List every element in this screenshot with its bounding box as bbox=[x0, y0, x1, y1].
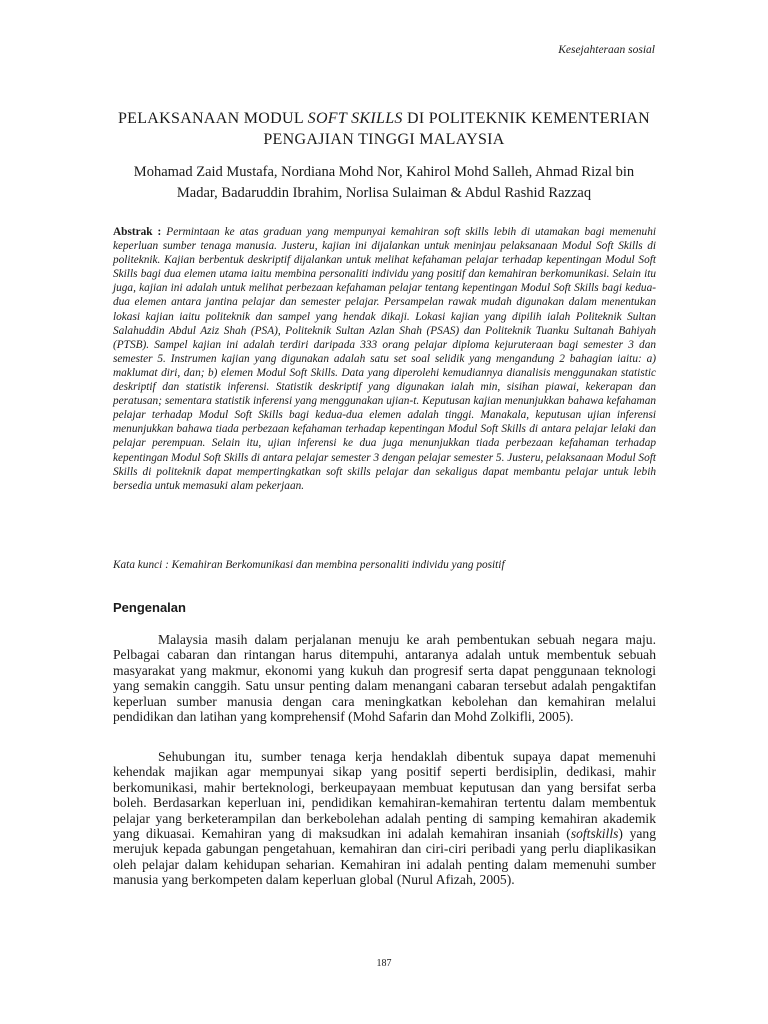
running-head: Kesejahteraan sosial bbox=[558, 44, 655, 56]
page-number: 187 bbox=[376, 958, 392, 969]
keywords: Kata kunci : Kemahiran Berkomunikasi dan membina personaliti individu yang positif bbox=[113, 559, 505, 571]
author-list bbox=[100, 162, 668, 204]
section-heading: Pengenalan bbox=[113, 600, 186, 615]
author-line-1: Mohamad Zaid Mustafa, Nordiana Mohd Nor, Kahirol Mohd Salleh, Ahmad Rizal bin bbox=[133, 164, 635, 180]
abstract-label: Abstrak : bbox=[113, 226, 162, 238]
author-line-2: Madar, Badaruddin Ibrahim, Norlisa Sulaiman & Abdul Rashid Razzaq bbox=[176, 185, 592, 201]
italic-term: softskills bbox=[570, 826, 619, 842]
body-paragraph-2: Sehubungan itu, sumber tenaga kerja hendaklah dibentuk supaya dapat memenuhi kehendak majikan agar mempunyai sikap yang positif seperti berdisiplin, dedikasi, mahir berkomunikasi, mahir berteknologi, berkeupayaan membuat keputusan dan yang bersifat serba boleh. Berdasarkan keperluan ini, pendidikan kemahiran-kemahiran tertentu dalam membentuk pelajar yang berketerampilan dan berkebolehan adalah penting di samping kemahiran akademik yang dikuasai. Kemahiran yang di maksudkan ini adalah kemahiran insaniah (softskills) yang merujuk kepada gabungan pengetahuan, kemahiran dan ciri-ciri peribadi yang perlu diaplikasikan oleh pelajar dalam kehidupan seharian. Kemahiran ini adalah penting dalam memenuhi sumber manusia yang berkompeten dalam keperluan global (Nurul Afizah, 2005). bbox=[113, 749, 656, 888]
body-paragraph-1: Malaysia masih dalam perjalanan menuju ke arah pembentukan sebuah negara maju. Pelbagai cabaran dan rintangan harus ditempuhi, antaranya adalah untuk membentuk sebuah masyarakat yang makmur, ekonomi yang kukuh dan progresif serta dapat penggunaan teknologi yang semakin canggih. Satu unsur penting dalam menangani cabaran tersebut adalah pengaktifan keperluan sumber manusia dengan cara meningkatkan kebolehan dan kemahiran melalui pendidikan dan latihan yang komprehensif (Mohd Safarin dan Mohd Zolkifli, 2005). bbox=[113, 632, 656, 725]
title-line-2: PENGAJIAN TINGGI MALAYSIA bbox=[263, 131, 505, 148]
abstract-text: Permintaan ke atas graduan yang mempunyai kemahiran soft skills lebih di utamakan bagi memenuhi keperluan sumber tenaga manusia. Justeru, kajian ini dijalankan untuk meninjau pelaksanaan Modul Soft Skills di politeknik. Kajian berbentuk deskriptif dijalankan untuk melihat kefahaman pelajar terhadap kepentingan Modul Soft Skills bagi dua elemen utama iaitu membina personaliti individu yang positif dan kemahiran berkomunikasi. Selain itu juga, kajian ini adalah untuk melihat perbezaan kefahaman pelajar tentang kepentingan Modul Soft Skills bagi kedua-dua elemen antara jantina pelajar dan semester pelajar. Persampelan rawak mudah digunakan dalam menentukan lokasi kajian iaitu politeknik dan sampel yang hendak dikaji. Lokasi kajian yang dipilih ialah Politeknik Sultan Salahuddin Abdul Aziz Shah (PSA), Politeknik Sultan Azlan Shah (PSAS) dan Politeknik Tuanku Sultanah Bahiyah (PTSB). Sampel kajian ini adalah terdiri daripada 333 orang pelajar diploma kejuruteraan bagi semester 3 dan semester 5. Instrumen kajian yang digunakan adalah satu set soal selidik yang mengandung 2 bahagian iaitu: a) maklumat diri, dan; b) elemen Modul Soft Skills. Data yang diperolehi kemudiannya dianalisis menggunakan statistic deskriptif dan statistik inferensi. Statistik deskriptif yang digunakan ialah min, sisihan piawai, kekerapan dan peratusan; sementara statistik inferensi yang menggunakan ujian-t. Keputusan kajian menunjukkan bahawa kefahaman pelajar terhadap Modul Soft Skills bagi kedua-dua elemen adalah tinggi. Manakala, keputusan ujian inferensi menunjukkan bahawa tiada perbezaan kefahaman terhadap kepentingan Modul Soft Skills di antara pelajar lelaki dan pelajar perempuan. Selain itu, ujian inferensi ke dua juga menunjukkan tiada perbezaan kefahaman terhadap kepentingan Modul Soft Skills di antara pelajar semester 3 dengan pelajar semester 5. Justeru, pelaksanaan Modul Soft Skills di politeknik dapat mempertingkatkan soft skills pelajar dan sekaligus dapat membantu pelajar untuk lebih bersedia untuk memasuki alam pekerjaan. bbox=[113, 226, 656, 492]
paper-title bbox=[100, 108, 668, 150]
title-line-1: PELAKSANAAN MODUL SOFT SKILLS DI POLITEKNIK KEMENTERIAN bbox=[117, 110, 651, 127]
abstract bbox=[113, 225, 656, 493]
title-italic-term: SOFT SKILLS bbox=[307, 110, 403, 127]
